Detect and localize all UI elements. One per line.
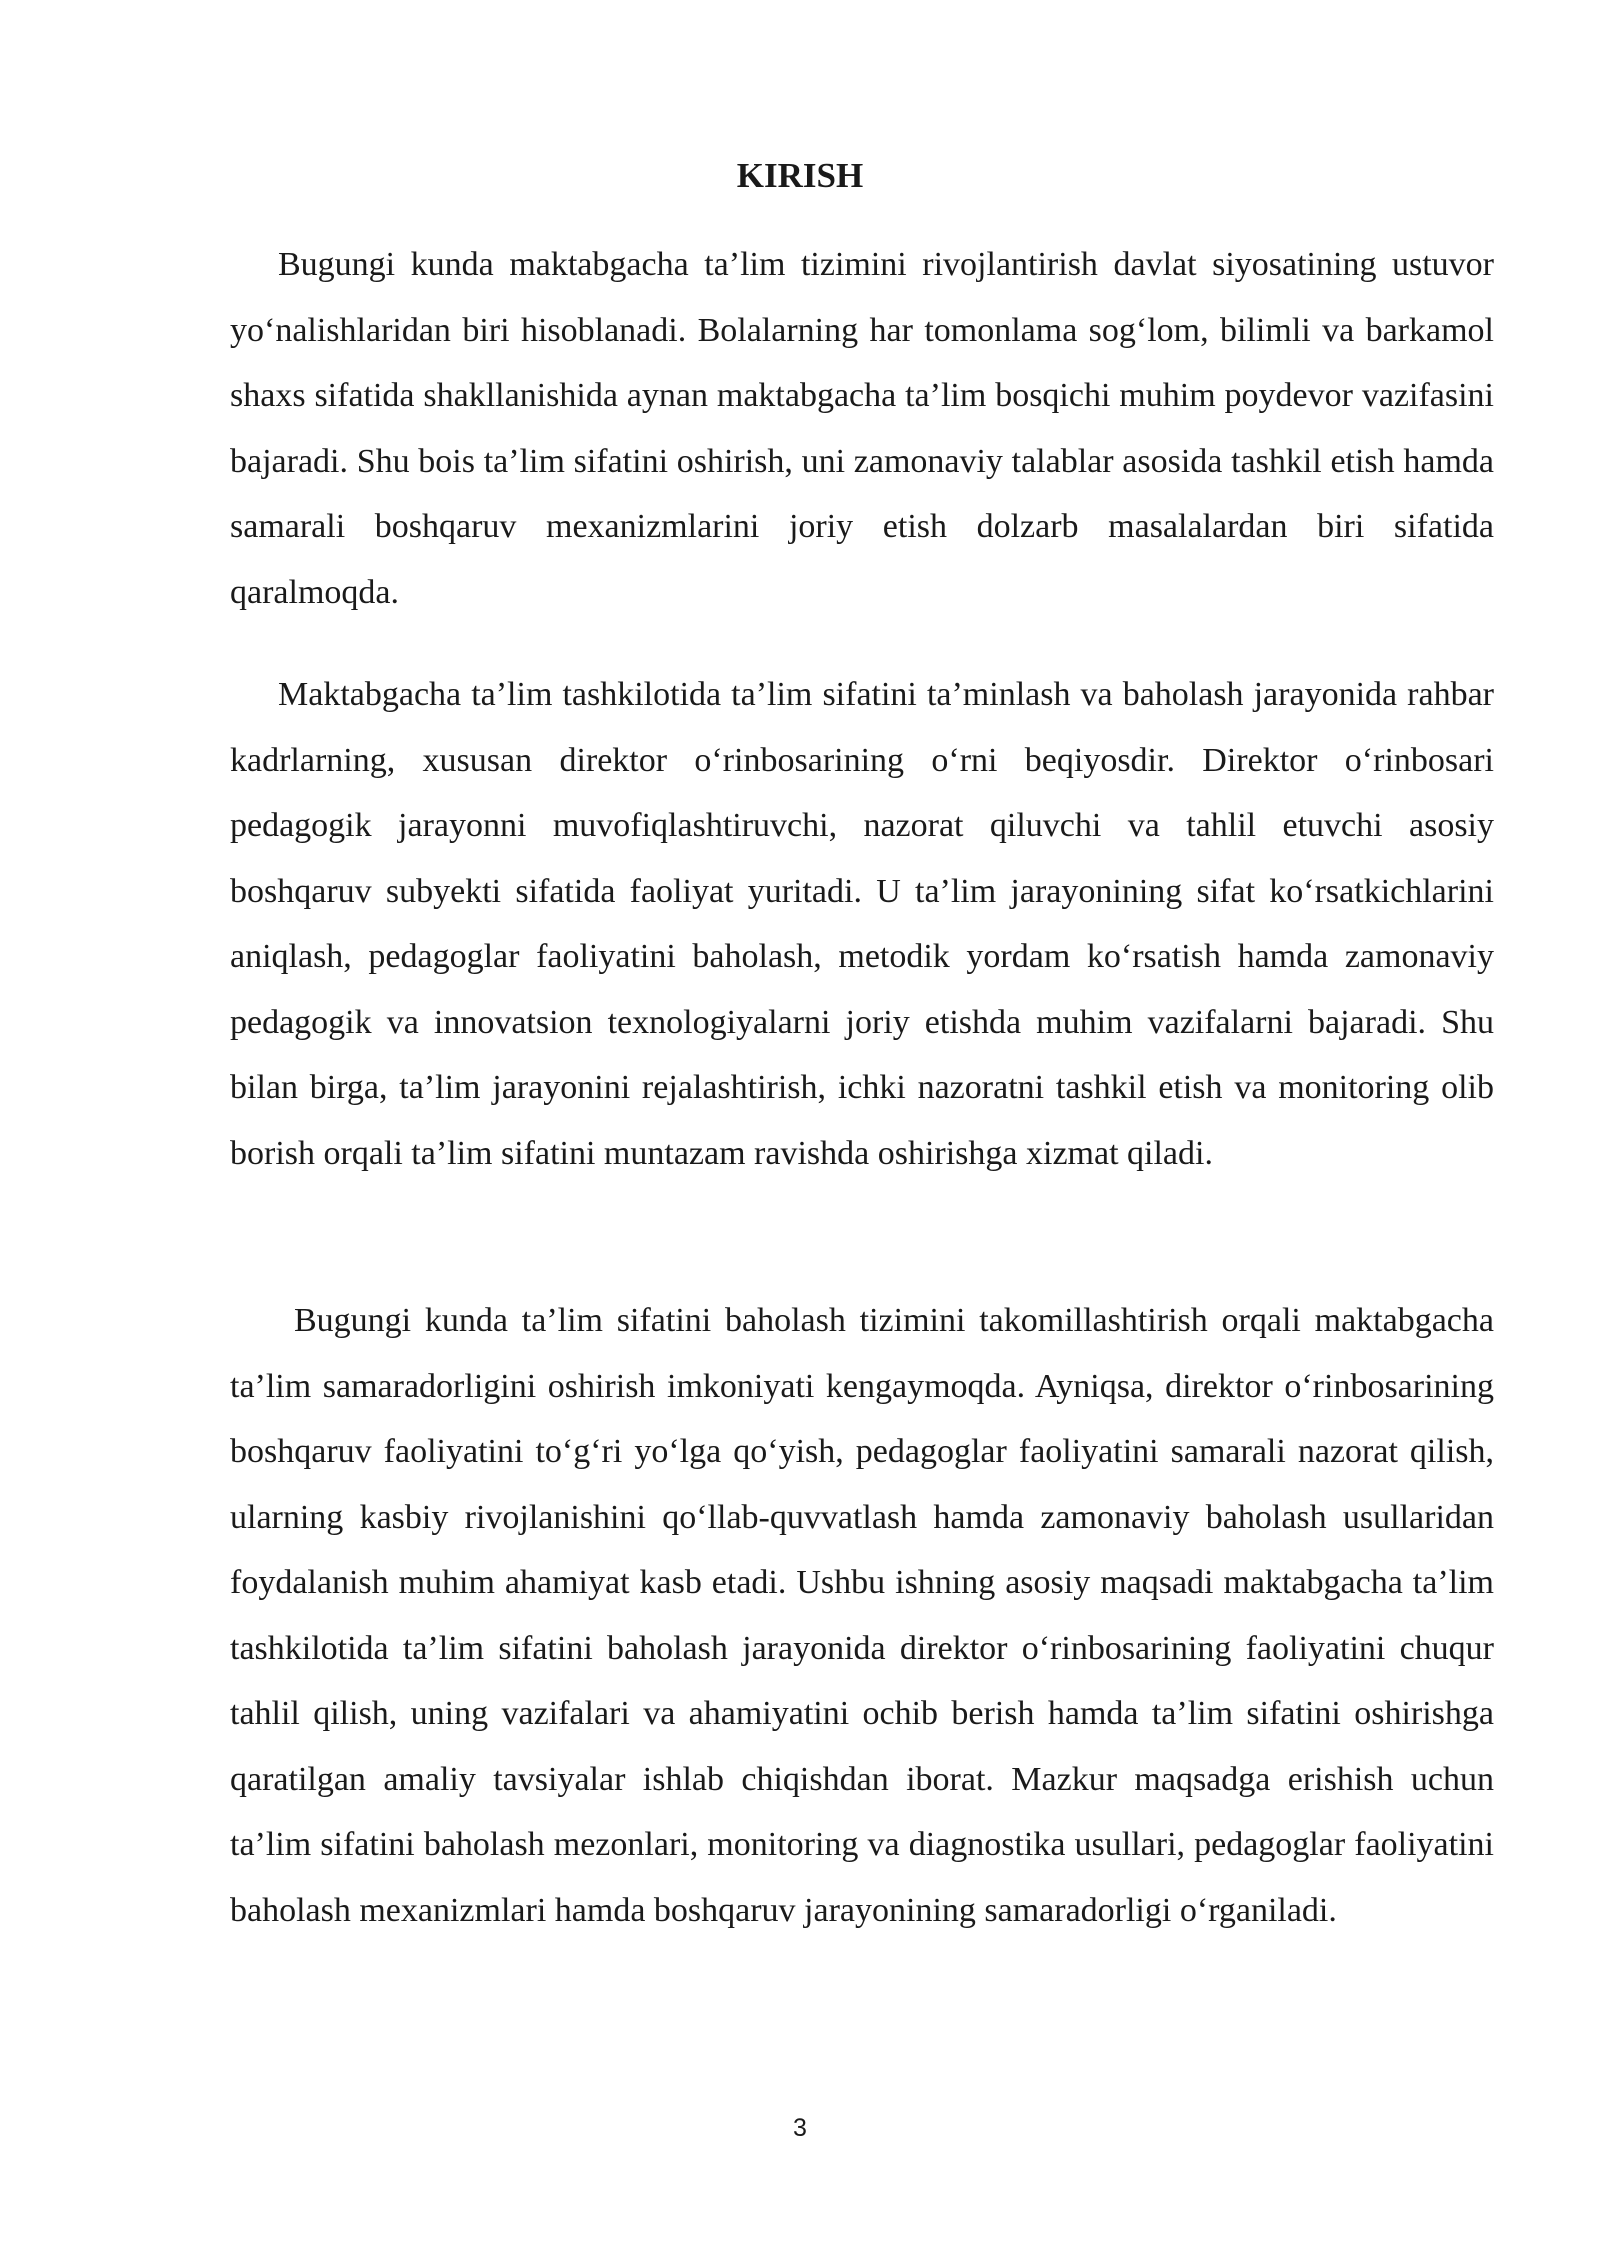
paragraph-3: Bugungi kunda ta’lim sifatini baholash tizimini takomillashtirish orqali maktabgacha ta’lim samaradorligini oshirish imkoniyati kengaymoqda. Ayniqsa, direktor o‘rinbosarining boshqaruv faoliyatini to‘g‘ri yo‘lga qo‘yish, pedagoglar faoliyatini samarali nazorat qilish, ularning kasbiy rivojlanishini qo‘llab-quvvatlash hamda zamonaviy baholash usullaridan foydalanish muhim ahamiyat kasb etadi. Ushbu ishning asosiy maqsadi maktabgacha ta’lim tashkilotida ta’lim sifatini baholash jarayonida direktor o‘rinbosarining faoliyatini chuqur tahlil qilish, uning vazifalari va ahamiyatini ochib berish hamda ta’lim sifatini oshirishga qaratilgan amaliy tavsiyalar ishlab chiqishdan iborat. Mazkur maqsadga erishish uchun ta’lim sifatini baholash mezonlari, monitoring va diagnostika usullari, pedagoglar faoliyatini baholash mexanizmlari hamda boshqaruv jarayonining samaradorligi o‘rganiladi. [230, 1302, 1494, 1929]
paragraph-2: Maktabgacha ta’lim tashkilotida ta’lim sifatini ta’minlash va baholash jarayonida rahbar kadrlarning, xususan direktor o‘rinbosarining o‘rni beqiyosdir. Direktor o‘rinbosari pedagogik jarayonni muvofiqlashtiruvchi, nazorat qiluvchi va tahlil etuvchi asosiy boshqaruv subyekti sifatida faoliyat yuritadi. U ta’lim jarayonining sifat ko‘rsatkichlarini aniqlash, pedagoglar faoliyatini baholash, metodik yordam ko‘rsatish hamda zamonaviy pedagogik va innovatsion texnologiyalarni joriy etishda muhim vazifalarni bajaradi. Shu bilan birga, ta’lim jarayonini rejalashtirish, ichki nazoratni tashkil etish va monitoring olib borish orqali ta’lim sifatini muntazam ravishda oshirishga xizmat qiladi. [230, 676, 1494, 1172]
section-heading: KIRISH [736, 156, 864, 195]
paragraph-1: Bugungi kunda maktabgacha ta’lim tizimini rivojlantirish davlat siyosatining ustuvor yo‘nalishlaridan biri hisoblanadi. Bolalarning har tomonlama sog‘lom, bilimli va barkamol shaxs sifatida shakllanishida aynan maktabgacha ta’lim bosqichi muhim poydevor vazifasini bajaradi. Shu bois ta’lim sifatini oshirish, uni zamonaviy talablar asosida tashkil etish hamda samarali boshqaruv mexanizmlarini joriy etish dolzarb masalalardan biri sifatida qaralmoqda. [230, 246, 1494, 611]
page-number: 3 [793, 2114, 807, 2142]
